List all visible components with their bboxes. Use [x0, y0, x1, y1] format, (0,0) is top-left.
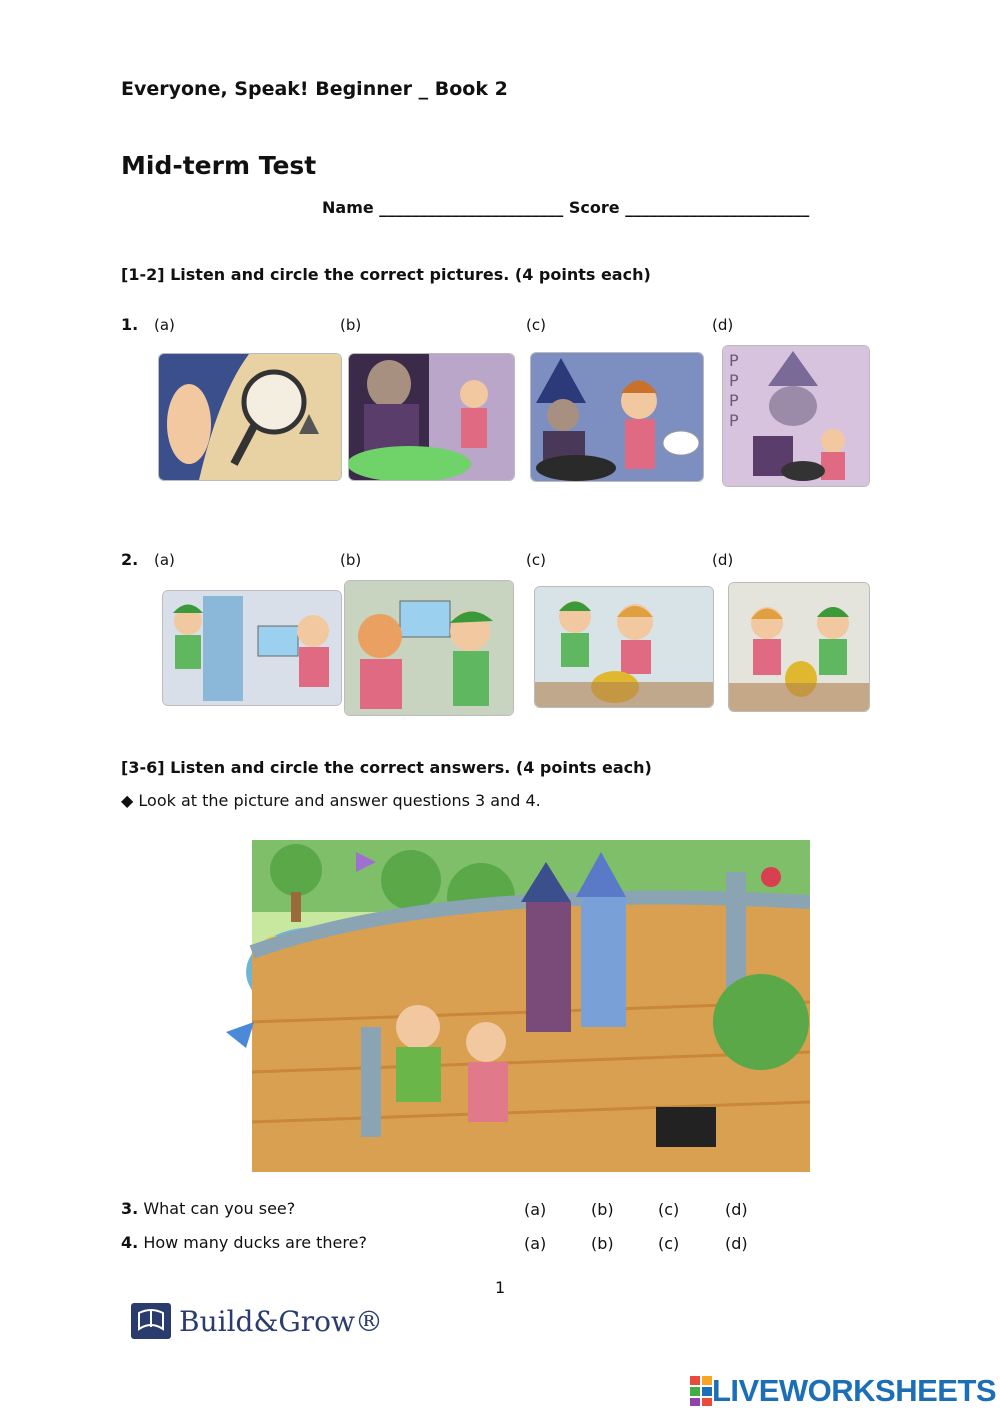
- q3-option-c[interactable]: (c): [658, 1200, 680, 1219]
- magnifying-glass-scene-illustration: [159, 354, 341, 480]
- witch-sneezing-illustration: [723, 346, 869, 486]
- question-4-text: How many ducks are there?: [143, 1233, 367, 1252]
- q3-option-d[interactable]: (d): [725, 1200, 748, 1219]
- q1-picture-c[interactable]: [530, 352, 704, 482]
- q4-option-d[interactable]: (d): [725, 1234, 748, 1253]
- sub-instruction: ◆ Look at the picture and answer questions 3 and 4.: [121, 791, 541, 810]
- q3-option-a[interactable]: (a): [524, 1200, 547, 1219]
- q1-picture-d[interactable]: [722, 345, 870, 487]
- question-3-number: 3.: [121, 1199, 139, 1218]
- witch-and-girl-illustration: [531, 353, 703, 481]
- boy-opening-door-illustration: [163, 591, 341, 705]
- boy-and-girl-talking-illustration: [345, 581, 513, 715]
- park-scene-illustration: [196, 822, 810, 1174]
- q2-option-d[interactable]: (d): [712, 551, 734, 569]
- liveworksheets-logo: [690, 1373, 996, 1409]
- q1-option-a[interactable]: (a): [154, 316, 175, 334]
- broken-horn-illustration: [729, 583, 869, 711]
- q4-option-b[interactable]: (b): [591, 1234, 614, 1253]
- section-2-instruction: [3-6] Listen and circle the correct answers. (4 points each): [121, 758, 652, 777]
- q2-option-b[interactable]: (b): [340, 551, 362, 569]
- q2-option-a[interactable]: (a): [154, 551, 175, 569]
- publisher-logo-text: Build&Grow®: [179, 1304, 383, 1338]
- svg-text:P: P: [729, 351, 739, 370]
- q2-picture-a[interactable]: [162, 590, 342, 706]
- svg-text:P: P: [729, 391, 739, 410]
- q1-option-b[interactable]: (b): [340, 316, 362, 334]
- publisher-logo: [131, 1303, 383, 1339]
- liveworksheets-icon: [690, 1376, 712, 1406]
- q1-picture-a[interactable]: [158, 353, 342, 481]
- park-scene-picture: [196, 822, 810, 1174]
- score-blank[interactable]: _______________________: [625, 198, 810, 217]
- question-1-number: 1.: [121, 315, 139, 334]
- children-with-horn-illustration: [535, 587, 713, 707]
- question-4: [121, 1233, 367, 1252]
- q2-option-c[interactable]: (c): [526, 551, 546, 569]
- witch-cauldron-illustration: [349, 354, 514, 480]
- section-1-instruction: [1-2] Listen and circle the correct pictures. (4 points each): [121, 265, 651, 284]
- q3-option-b[interactable]: (b): [591, 1200, 614, 1219]
- svg-text:P: P: [729, 411, 739, 430]
- score-label: Score: [568, 198, 620, 217]
- liveworksheets-logo-text: LIVEWORKSHEETS: [712, 1373, 997, 1408]
- name-score-line: [322, 198, 809, 217]
- question-3-text: What can you see?: [143, 1199, 296, 1218]
- q1-option-d[interactable]: (d): [712, 316, 734, 334]
- name-label: Name: [322, 198, 374, 217]
- q2-picture-c[interactable]: [534, 586, 714, 708]
- book-title: Everyone, Speak! Beginner _ Book 2: [121, 78, 508, 100]
- q1-picture-b[interactable]: [348, 353, 515, 481]
- question-3: [121, 1199, 295, 1218]
- svg-text:P: P: [729, 371, 739, 390]
- q2-picture-d[interactable]: [728, 582, 870, 712]
- q2-picture-b[interactable]: [344, 580, 514, 716]
- page-number: 1: [495, 1278, 506, 1297]
- q4-option-c[interactable]: (c): [658, 1234, 680, 1253]
- question-2-number: 2.: [121, 550, 139, 569]
- question-4-number: 4.: [121, 1233, 139, 1252]
- book-icon: [131, 1303, 171, 1339]
- q1-option-c[interactable]: (c): [526, 316, 546, 334]
- q4-option-a[interactable]: (a): [524, 1234, 547, 1253]
- name-blank[interactable]: _______________________: [379, 198, 564, 217]
- test-title: Mid-term Test: [121, 151, 317, 180]
